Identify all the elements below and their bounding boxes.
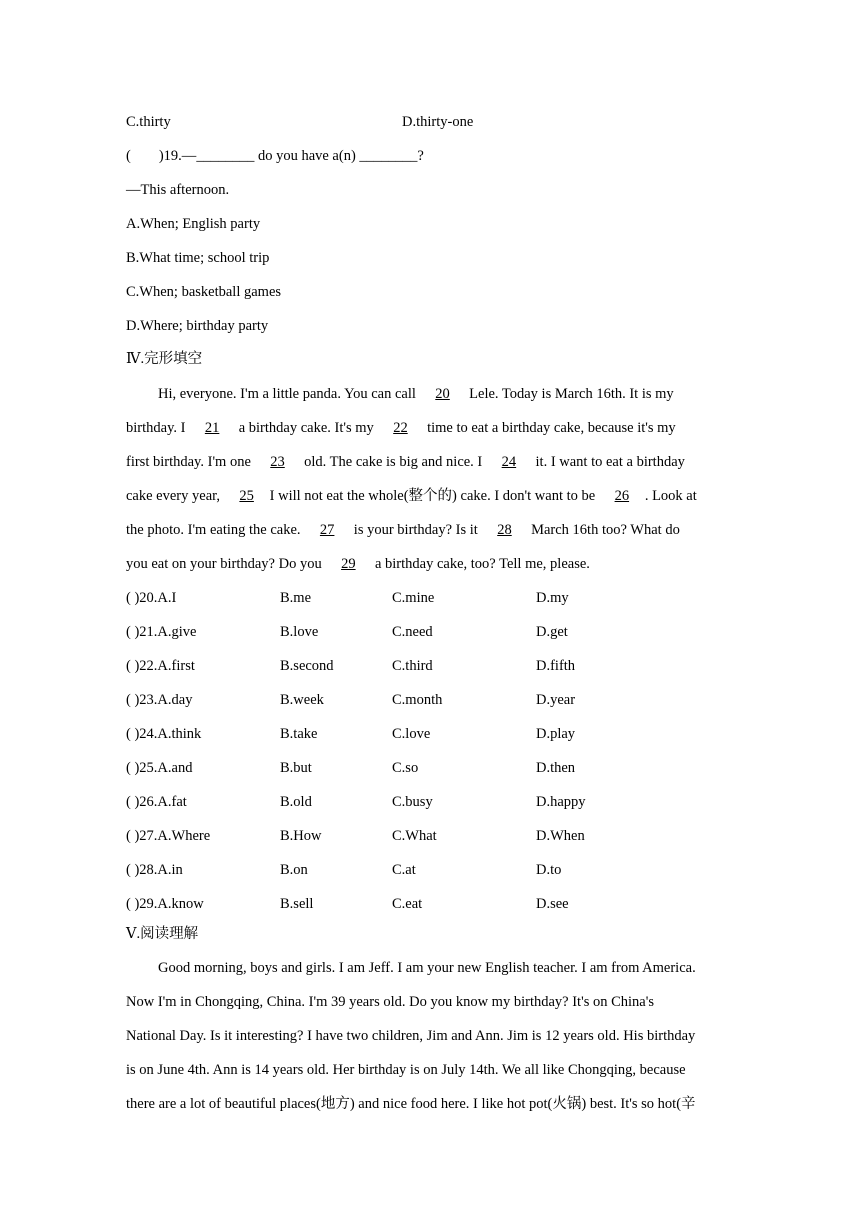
cloze-text: old. The cake is big and nice. I <box>300 454 486 470</box>
q19-question <box>126 146 424 166</box>
cloze-blank-23: 23 <box>270 454 285 470</box>
q19-option-b: B.What time; school trip <box>126 250 270 266</box>
cloze-option-d: D.When <box>536 828 585 844</box>
cloze-text: . Look at <box>644 488 697 504</box>
cloze-line-4 <box>126 486 697 506</box>
cloze-option-c: C.month <box>392 692 443 708</box>
cloze-text: cake every year, <box>126 488 224 504</box>
cloze-option-b: B.on <box>280 862 308 878</box>
cloze-option-c: C.need <box>392 624 433 640</box>
cloze-option-b: B.second <box>280 658 334 674</box>
cloze-line-6 <box>126 554 590 574</box>
section-title-cloze: Ⅳ.完形填空 <box>126 351 203 367</box>
q19-paren-open: ( <box>126 148 131 164</box>
reading-line-5: there are a lot of beautiful places(地方) and nice food here. I like hot pot(火锅) best. It's so hot(辛 <box>126 1096 696 1112</box>
cloze-option-d: D.see <box>536 896 569 912</box>
cloze-text: time to eat a birthday cake, because it's my <box>423 420 676 436</box>
cloze-option-b: B.sell <box>280 896 314 912</box>
cloze-option-d: D.year <box>536 692 576 708</box>
cloze-text: a birthday cake, too? Tell me, please. <box>371 556 590 572</box>
cloze-question-number-option-a: ( )20.A.I <box>126 590 177 606</box>
cloze-option-c: C.third <box>392 658 433 674</box>
cloze-line-5 <box>126 520 680 540</box>
cloze-text: March 16th too? What do <box>527 522 680 538</box>
section-title-reading: Ⅴ.阅读理解 <box>126 926 199 942</box>
cloze-text: birthday. I <box>126 420 190 436</box>
q18-option-d: D.thirty-one <box>402 114 474 130</box>
cloze-text: I will not eat the whole(整个的) cake. I don't want to be <box>269 488 599 504</box>
cloze-option-b: B.but <box>280 760 312 776</box>
cloze-option-d: D.to <box>536 862 562 878</box>
q19-answer-line: —This afternoon. <box>126 182 230 198</box>
cloze-text: the photo. I'm eating the cake. <box>126 522 305 538</box>
cloze-blank-29: 29 <box>341 556 356 572</box>
cloze-option-c: C.eat <box>392 896 423 912</box>
cloze-question-number-option-a: ( )21.A.give <box>126 624 197 640</box>
cloze-option-c: C.mine <box>392 590 435 606</box>
cloze-option-b: B.love <box>280 624 319 640</box>
q19-text-mid: do you have a(n) <box>254 148 360 164</box>
cloze-option-b: B.take <box>280 726 318 742</box>
q18-option-c: C.thirty <box>126 114 171 130</box>
cloze-option-c: C.busy <box>392 794 433 810</box>
cloze-option-d: D.get <box>536 624 568 640</box>
cloze-question-number-option-a: ( )27.A.Where <box>126 828 211 844</box>
cloze-question-number-option-a: ( )22.A.first <box>126 658 195 674</box>
cloze-blank-27: 27 <box>319 522 335 538</box>
cloze-option-c: C.so <box>392 760 419 776</box>
cloze-line-3 <box>126 452 685 472</box>
cloze-line-2 <box>126 418 676 438</box>
reading-line-2: Now I'm in Chongqing, China. I'm 39 years old. Do you know my birthday? It's on China's <box>126 994 654 1010</box>
cloze-option-d: D.happy <box>536 794 586 810</box>
cloze-question-number-option-a: ( )28.A.in <box>126 862 183 878</box>
reading-line-1: Good morning, boys and girls. I am Jeff. I am your new English teacher. I am from America. <box>158 960 696 976</box>
cloze-blank-24: 24 <box>501 454 517 470</box>
q19-option-c: C.When; basketball games <box>126 284 282 300</box>
reading-line-4: is on June 4th. Ann is 14 years old. Her birthday is on July 14th. We all like Chongqing, because <box>126 1062 686 1078</box>
cloze-blank-22: 22 <box>393 420 408 436</box>
cloze-option-d: D.play <box>536 726 576 742</box>
cloze-text: it. I want to eat a birthday <box>531 454 685 470</box>
cloze-option-b: B.How <box>280 828 322 844</box>
cloze-text: Hi, everyone. I'm a little panda. You can call <box>158 386 420 402</box>
cloze-option-b: B.old <box>280 794 312 810</box>
cloze-text: first birthday. I'm one <box>126 454 255 470</box>
cloze-blank-26: 26 <box>614 488 630 504</box>
cloze-question-number-option-a: ( )26.A.fat <box>126 794 187 810</box>
cloze-blank-21: 21 <box>204 420 220 436</box>
cloze-option-b: B.me <box>280 590 312 606</box>
q19-blank-2: ________ <box>359 148 418 164</box>
cloze-blank-20: 20 <box>435 386 450 402</box>
cloze-line-1 <box>158 384 674 404</box>
q19-option-a: A.When; English party <box>126 216 261 232</box>
q19-number: )19.— <box>158 148 197 164</box>
cloze-option-d: D.fifth <box>536 658 576 674</box>
cloze-option-c: C.love <box>392 726 431 742</box>
reading-line-3: National Day. Is it interesting? I have two children, Jim and Ann. Jim is 12 years old. His birthday <box>126 1028 696 1044</box>
cloze-text: is your birthday? Is it <box>350 522 482 538</box>
cloze-text: you eat on your birthday? Do you <box>126 556 326 572</box>
cloze-text: Lele. Today is March 16th. It is my <box>465 386 674 402</box>
cloze-option-c: C.at <box>392 862 416 878</box>
q19-text-end: ? <box>417 148 424 164</box>
cloze-blank-25: 25 <box>239 488 254 504</box>
cloze-question-number-option-a: ( )25.A.and <box>126 760 193 776</box>
cloze-question-number-option-a: ( )23.A.day <box>126 692 193 708</box>
cloze-option-b: B.week <box>280 692 324 708</box>
cloze-question-number-option-a: ( )29.A.know <box>126 896 204 912</box>
cloze-option-c: C.What <box>392 828 437 844</box>
q19-blank-1: ________ <box>196 148 255 164</box>
cloze-option-d: D.then <box>536 760 576 776</box>
q19-option-d: D.Where; birthday party <box>126 318 269 334</box>
cloze-question-number-option-a: ( )24.A.think <box>126 726 202 742</box>
cloze-option-d: D.my <box>536 590 569 606</box>
cloze-blank-28: 28 <box>497 522 512 538</box>
cloze-text: a birthday cake. It's my <box>235 420 378 436</box>
